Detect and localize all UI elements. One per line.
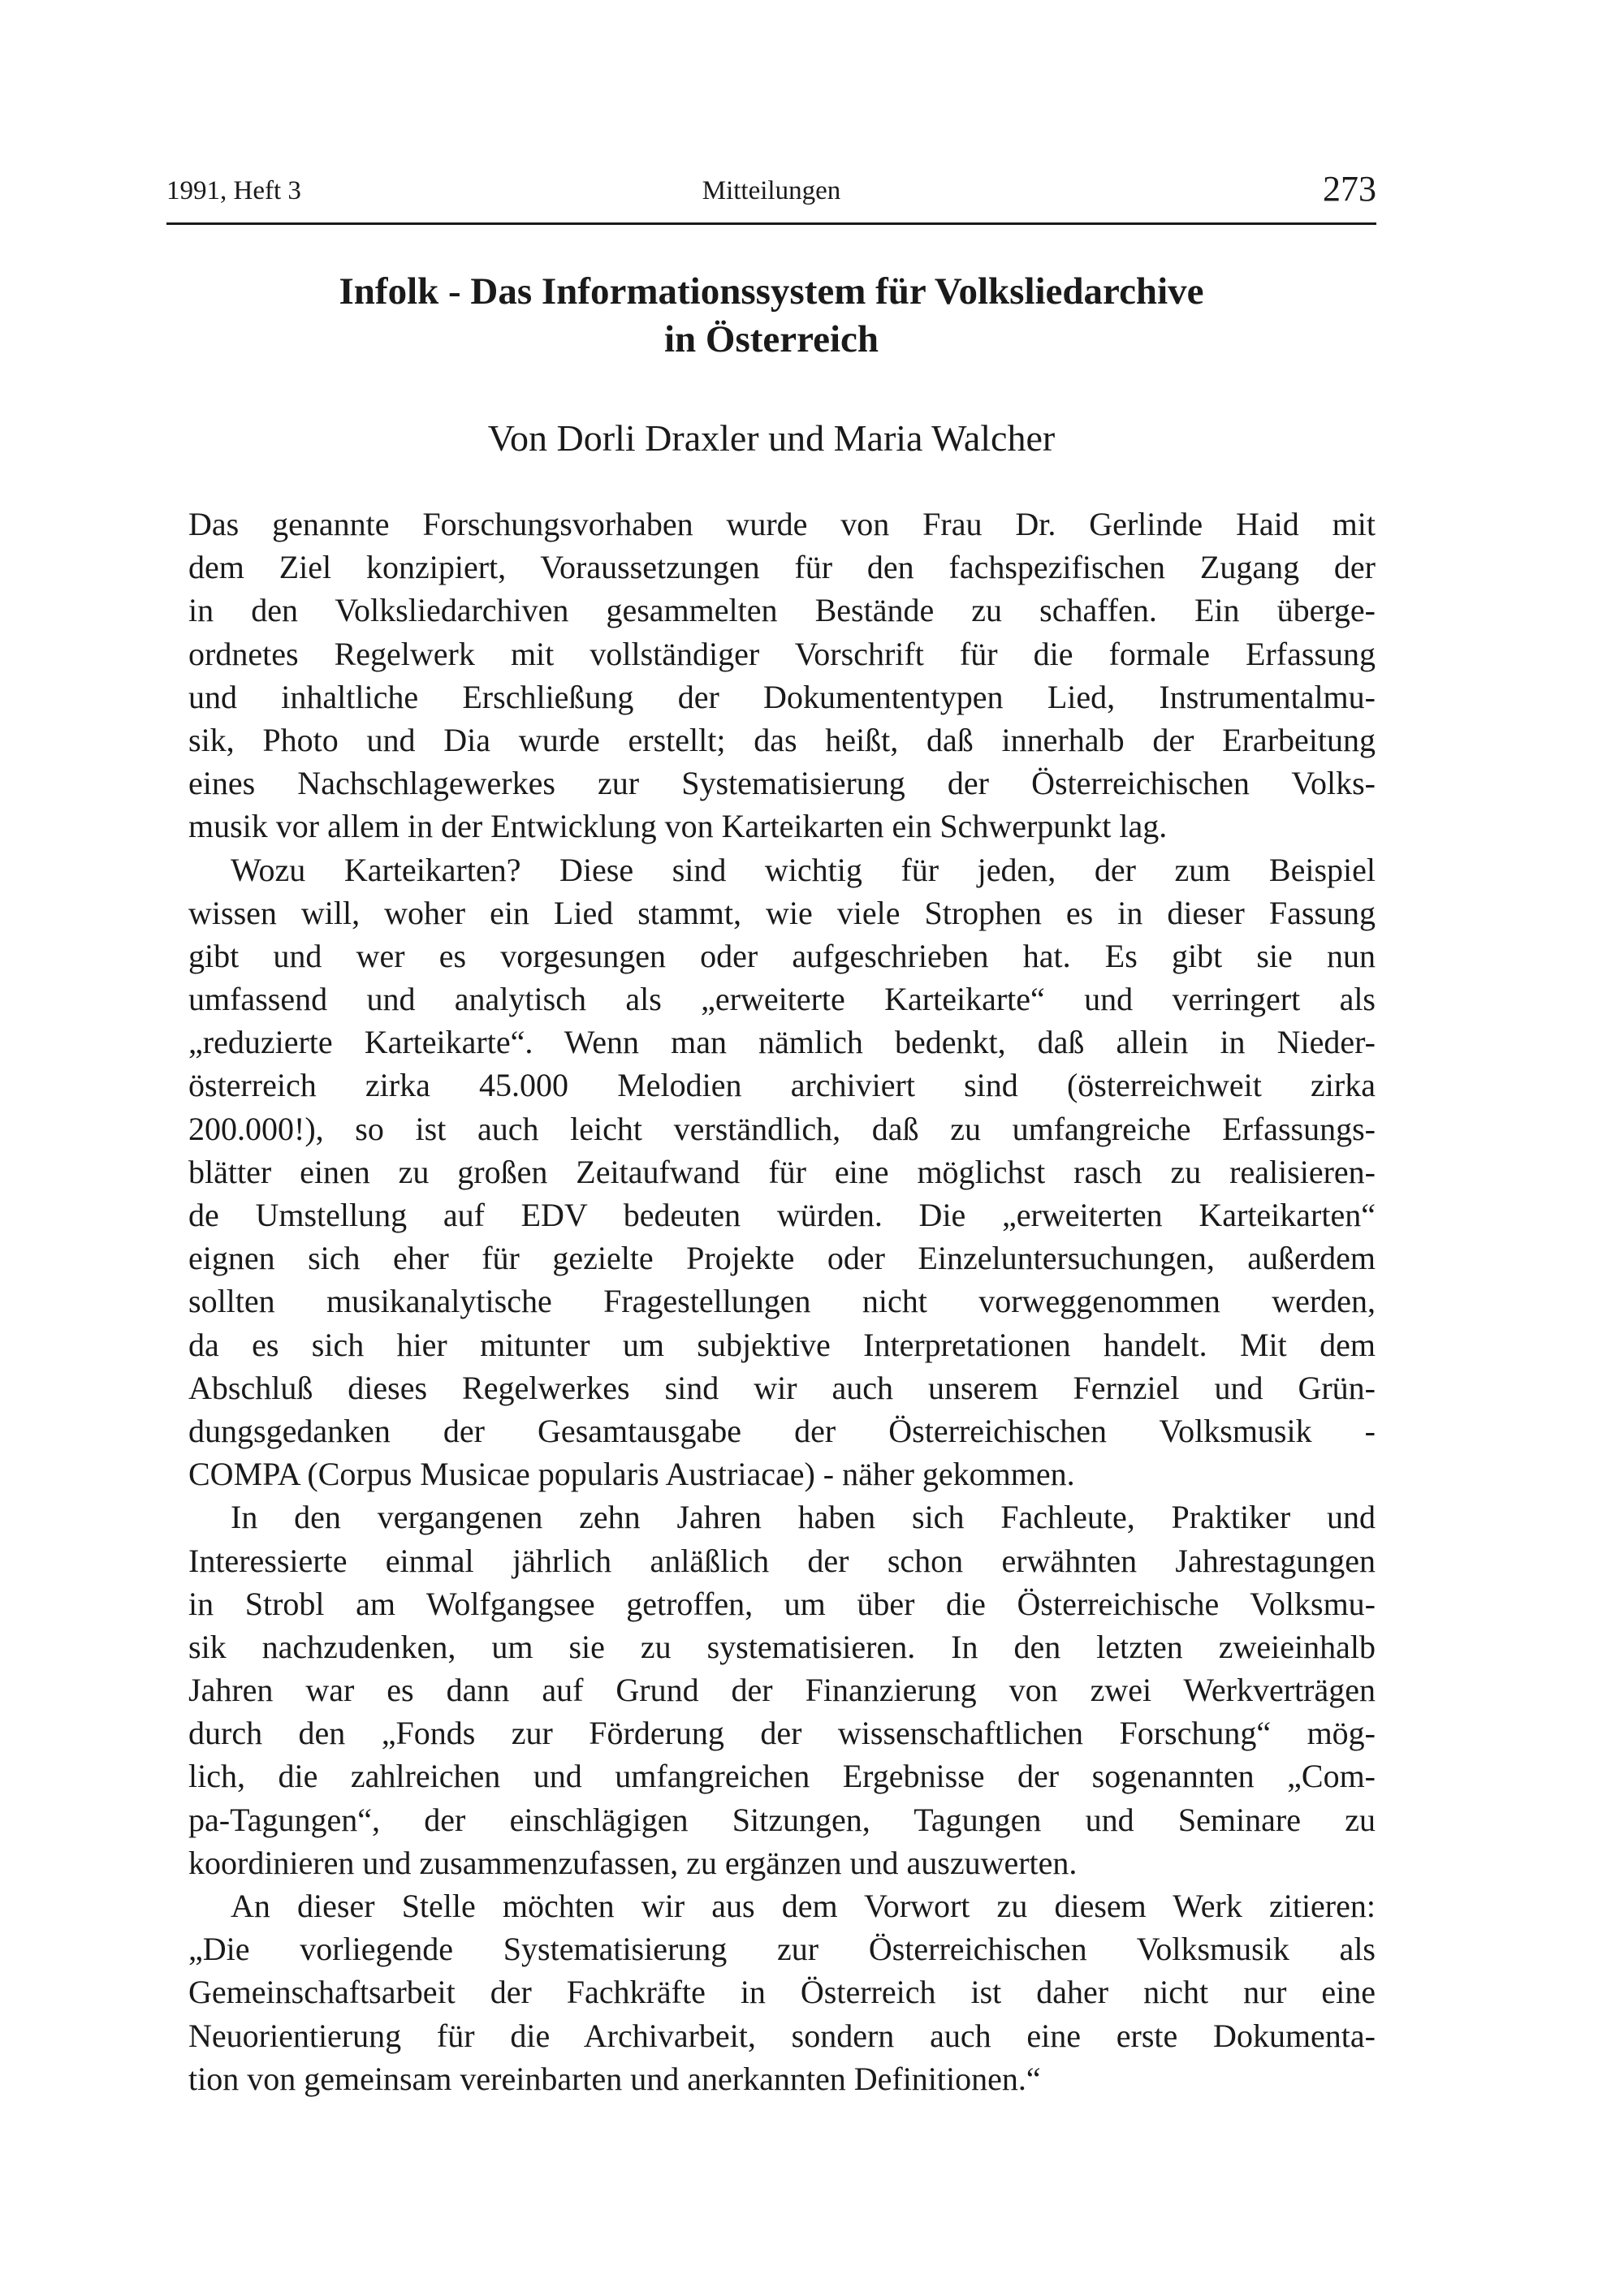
body-line: Das genannte Forschungsvorhaben wurde von Frau Dr. Gerlinde Haid mit — [188, 506, 1376, 542]
body-line: Interessierte einmal jährlich anläßlich der schon erwähnten Jahrestagungen — [188, 1542, 1376, 1579]
body-line: Gemeinschaftsarbeit der Fachkräfte in Österreich ist daher nicht nur eine — [188, 1974, 1376, 2011]
body-line: wissen will, woher ein Lied stammt, wie viele Strophen es in dieser Fassung — [188, 894, 1376, 931]
body-line: COMPA (Corpus Musicae popularis Austriacae) - näher gekommen. — [188, 1456, 1075, 1493]
article-title-line: in Österreich — [663, 318, 879, 360]
body-line: gibt und wer es vorgesungen oder aufgeschrieben hat. Es gibt sie nun — [188, 937, 1376, 974]
body-line: durch den „Fonds zur Förderung der wissenschaftlichen Forschung“ mög- — [188, 1715, 1376, 1752]
body-line: An dieser Stelle möchten wir aus dem Vorwort zu diesem Werk zitieren: — [231, 1888, 1376, 1924]
body-line: Neuorientierung für die Archivarbeit, sondern auch eine erste Dokumenta- — [188, 2017, 1376, 2054]
body-line: tion von gemeinsam vereinbarten und anerkannten Definitionen.“ — [188, 2060, 1041, 2097]
body-line: in Strobl am Wolfgangsee getroffen, um über die Österreichische Volksmu- — [188, 1585, 1376, 1622]
header-rule — [166, 222, 1376, 225]
body-line: sik, Photo und Dia wurde erstellt; das heißt, daß innerhalb der Erarbeitung — [188, 721, 1376, 758]
article-body — [188, 503, 1376, 2100]
article-title — [166, 268, 1376, 364]
body-line: „reduzierte Karteikarte“. Wenn man nämlich bedenkt, daß allein in Nieder- — [188, 1024, 1376, 1061]
body-line: lich, die zahlreichen und umfangreichen Ergebnisse der sogenannten „Com- — [188, 1758, 1376, 1795]
page-number: 273 — [1323, 169, 1376, 209]
body-line: da es sich hier mitunter um subjektive Interpretationen handelt. Mit dem — [188, 1326, 1376, 1363]
body-line: sollten musikanalytische Fragestellungen nicht vorweggenommen werden, — [188, 1283, 1376, 1320]
body-line: dungsgedanken der Gesamtausgabe der Österreichischen Volksmusik - — [188, 1412, 1376, 1449]
article-byline: Von Dorli Draxler und Maria Walcher — [487, 417, 1056, 459]
section-name: Mitteilungen — [702, 176, 841, 205]
body-line: dem Ziel konzipiert, Voraussetzungen für den fachspezifischen Zugang der — [188, 549, 1376, 586]
body-line: ordnetes Regelwerk mit vollständiger Vorschrift für die formale Erfassung — [188, 635, 1376, 672]
running-header — [166, 169, 1376, 218]
body-line: sik nachzudenken, um sie zu systematisieren. In den letzten zweieinhalb — [188, 1628, 1376, 1665]
body-line: koordinieren und zusammenzufassen, zu ergänzen und auszuwerten. — [188, 1844, 1078, 1881]
journal-issue: 1991, Heft 3 — [166, 176, 301, 205]
body-line: in den Volksliedarchiven gesammelten Bestände zu schaffen. Ein überge- — [188, 592, 1376, 629]
body-line: österreich zirka 45.000 Melodien archiviert sind (österreichweit zirka — [188, 1067, 1376, 1104]
body-line: musik vor allem in der Entwicklung von Karteikarten ein Schwerpunkt lag. — [188, 808, 1168, 845]
body-line: blätter einen zu großen Zeitaufwand für eine möglichst rasch zu realisieren- — [188, 1153, 1376, 1190]
article-title-line: Infolk - Das Informationssystem für Volksliedarchive — [339, 270, 1204, 313]
body-line: Wozu Karteikarten? Diese sind wichtig für jeden, der zum Beispiel — [231, 851, 1376, 888]
body-line: de Umstellung auf EDV bedeuten würden. Die „erweiterten Karteikarten“ — [188, 1197, 1376, 1233]
body-line: 200.000!), so ist auch leicht verständlich, daß zu umfangreiche Erfassungs- — [188, 1110, 1376, 1147]
body-line: Jahren war es dann auf Grund der Finanzierung von zwei Werkverträgen — [188, 1672, 1376, 1709]
body-line: und inhaltliche Erschließung der Dokumententypen Lied, Instrumentalmu- — [188, 678, 1376, 715]
body-line: pa-Tagungen“, der einschlägigen Sitzungen, Tagungen und Seminare zu — [188, 1801, 1376, 1838]
body-line: In den vergangenen zehn Jahren haben sich Fachleute, Praktiker und — [231, 1499, 1376, 1536]
body-line: eines Nachschlagewerkes zur Systematisierung der Österreichischen Volks- — [188, 765, 1376, 802]
body-line: eignen sich eher für gezielte Projekte oder Einzeluntersuchungen, außerdem — [188, 1240, 1376, 1277]
body-line: Abschluß dieses Regelwerkes sind wir auch unserem Fernziel und Grün- — [188, 1369, 1376, 1406]
body-line: „Die vorliegende Systematisierung zur Österreichischen Volksmusik als — [188, 1931, 1376, 1968]
body-line: umfassend und analytisch als „erweiterte Karteikarte“ und verringert als — [188, 981, 1376, 1018]
